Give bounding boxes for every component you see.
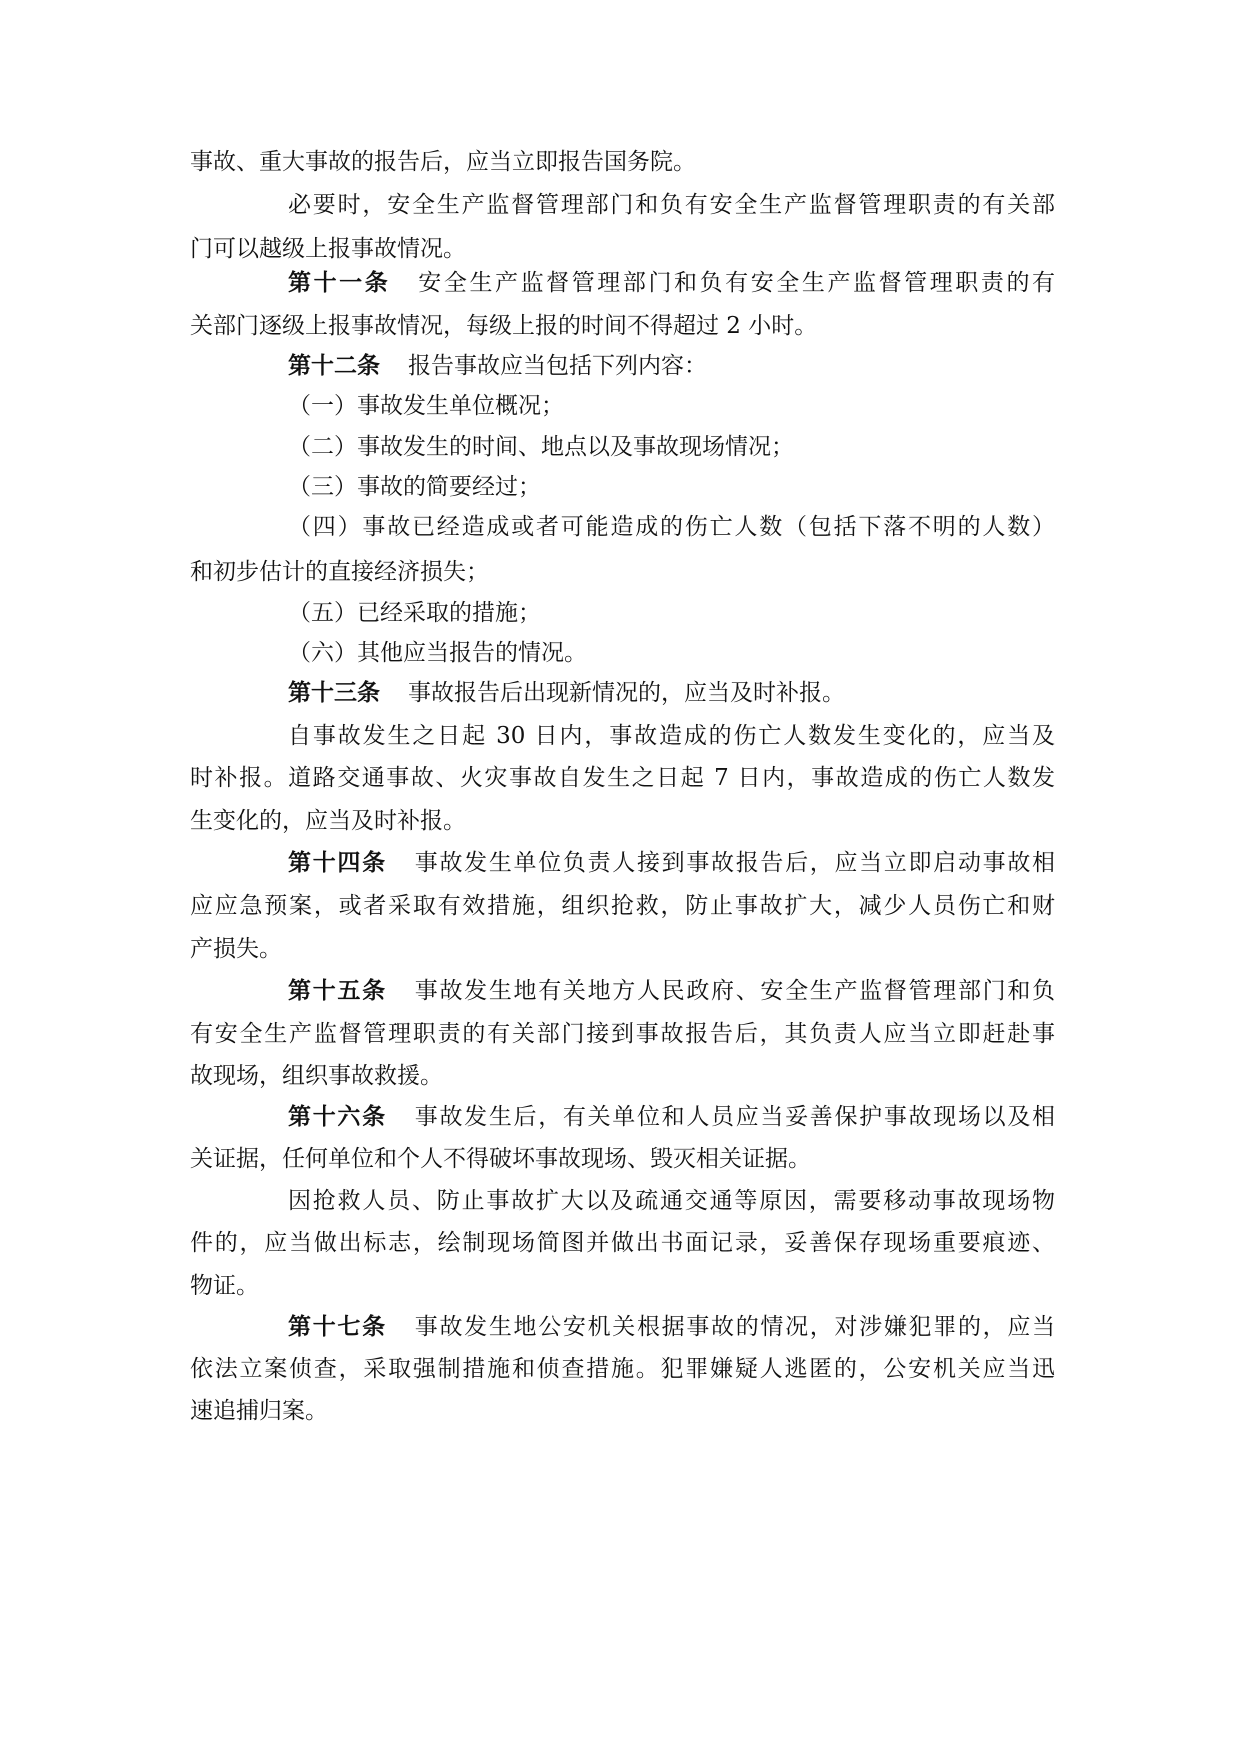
line-text: 事故发生单位负责人接到事故报告后，应当立即启动事故相 [414, 850, 1056, 876]
text-line [288, 189, 1055, 221]
line-text: （四）事故已经造成或者可能造成的伤亡人数（包括下落不明的人数） [288, 514, 1055, 540]
text-line [190, 1060, 1055, 1092]
text-line [288, 471, 1055, 503]
text-line [288, 597, 1055, 629]
text-line [190, 146, 1055, 178]
line-text: 时补报。道路交通事故、火灾事故自发生之日起 7 日内，事故造成的伤亡人数发 [190, 765, 1055, 791]
text-line [190, 933, 1055, 965]
text-line [190, 890, 1055, 922]
line-text: 和初步估计的直接经济损失； [190, 559, 489, 585]
line-text: 事故、重大事故的报告后，应当立即报告国务院。 [190, 149, 696, 175]
line-text: 必要时，安全生产监督管理部门和负有安全生产监督管理职责的有关部 [288, 192, 1055, 218]
article-line [288, 847, 1055, 879]
text-line [288, 1185, 1055, 1217]
line-text: 生变化的，应当及时补报。 [190, 808, 466, 834]
article-line [288, 350, 1055, 382]
line-text: （六）其他应当报告的情况。 [288, 640, 587, 666]
article-number: 第十二条 [288, 353, 380, 379]
line-text: 事故报告后出现新情况的，应当及时补报。 [408, 680, 845, 706]
text-line [190, 1018, 1055, 1050]
text-line [288, 637, 1055, 669]
line-text: （五）已经采取的措施； [288, 600, 541, 626]
line-text: 报告事故应当包括下列内容： [408, 353, 707, 379]
text-line [190, 1395, 1055, 1427]
text-line [190, 805, 1055, 837]
text-line [190, 556, 1055, 588]
text-line [190, 762, 1055, 794]
line-text: （三）事故的简要经过； [288, 474, 541, 500]
line-text: 因抢救人员、防止事故扩大以及疏通交通等原因，需要移动事故现场物 [288, 1188, 1055, 1214]
article-number: 第十七条 [288, 1314, 387, 1340]
text-line [288, 431, 1055, 463]
line-text: 故现场，组织事故救援。 [190, 1063, 443, 1089]
text-line [190, 1270, 1055, 1302]
text-line [190, 1143, 1055, 1175]
line-text: 门可以越级上报事故情况。 [190, 236, 466, 262]
line-text: 关证据，任何单位和个人不得破坏事故现场、毁灭相关证据。 [190, 1146, 811, 1172]
article-number: 第十三条 [288, 680, 380, 706]
article-number: 第十六条 [288, 1104, 387, 1130]
text-line [190, 233, 1055, 265]
article-line [288, 267, 1055, 299]
line-text: 事故发生地公安机关根据事故的情况，对涉嫌犯罪的，应当 [414, 1314, 1056, 1340]
line-text: 关部门逐级上报事故情况，每级上报的时间不得超过 2 小时。 [190, 313, 818, 339]
line-text: （一）事故发生单位概况； [288, 393, 564, 419]
line-text: 件的，应当做出标志，绘制现场简图并做出书面记录，妥善保存现场重要痕迹、 [190, 1230, 1055, 1256]
article-number: 第十四条 [288, 850, 387, 876]
text-line [190, 1227, 1055, 1259]
line-text: 物证。 [190, 1273, 259, 1299]
text-line [288, 720, 1055, 752]
article-number: 第十五条 [288, 978, 387, 1004]
text-line [288, 390, 1055, 422]
line-text: 自事故发生之日起 30 日内，事故造成的伤亡人数发生变化的，应当及 [288, 723, 1055, 749]
text-line [288, 511, 1055, 543]
line-text: 安全生产监督管理部门和负有安全生产监督管理职责的有 [418, 270, 1056, 296]
line-text: 产损失。 [190, 936, 282, 962]
article-line [288, 1101, 1055, 1133]
line-text: 事故发生后，有关单位和人员应当妥善保护事故现场以及相 [414, 1104, 1056, 1130]
line-text: 有安全生产监督管理职责的有关部门接到事故报告后，其负责人应当立即赶赴事 [190, 1021, 1055, 1047]
line-text: 应应急预案，或者采取有效措施，组织抢救，防止事故扩大，减少人员伤亡和财 [190, 893, 1055, 919]
article-line [288, 677, 1055, 709]
text-line [190, 1353, 1055, 1385]
line-text: （二）事故发生的时间、地点以及事故现场情况； [288, 434, 794, 460]
text-line [190, 310, 1055, 342]
article-number: 第十一条 [288, 270, 391, 296]
line-text: 事故发生地有关地方人民政府、安全生产监督管理部门和负 [414, 978, 1056, 1004]
line-text: 速追捕归案。 [190, 1398, 328, 1424]
article-line [288, 1311, 1055, 1343]
article-line [288, 975, 1055, 1007]
line-text: 依法立案侦查，采取强制措施和侦查措施。犯罪嫌疑人逃匿的，公安机关应当迅 [190, 1356, 1055, 1382]
